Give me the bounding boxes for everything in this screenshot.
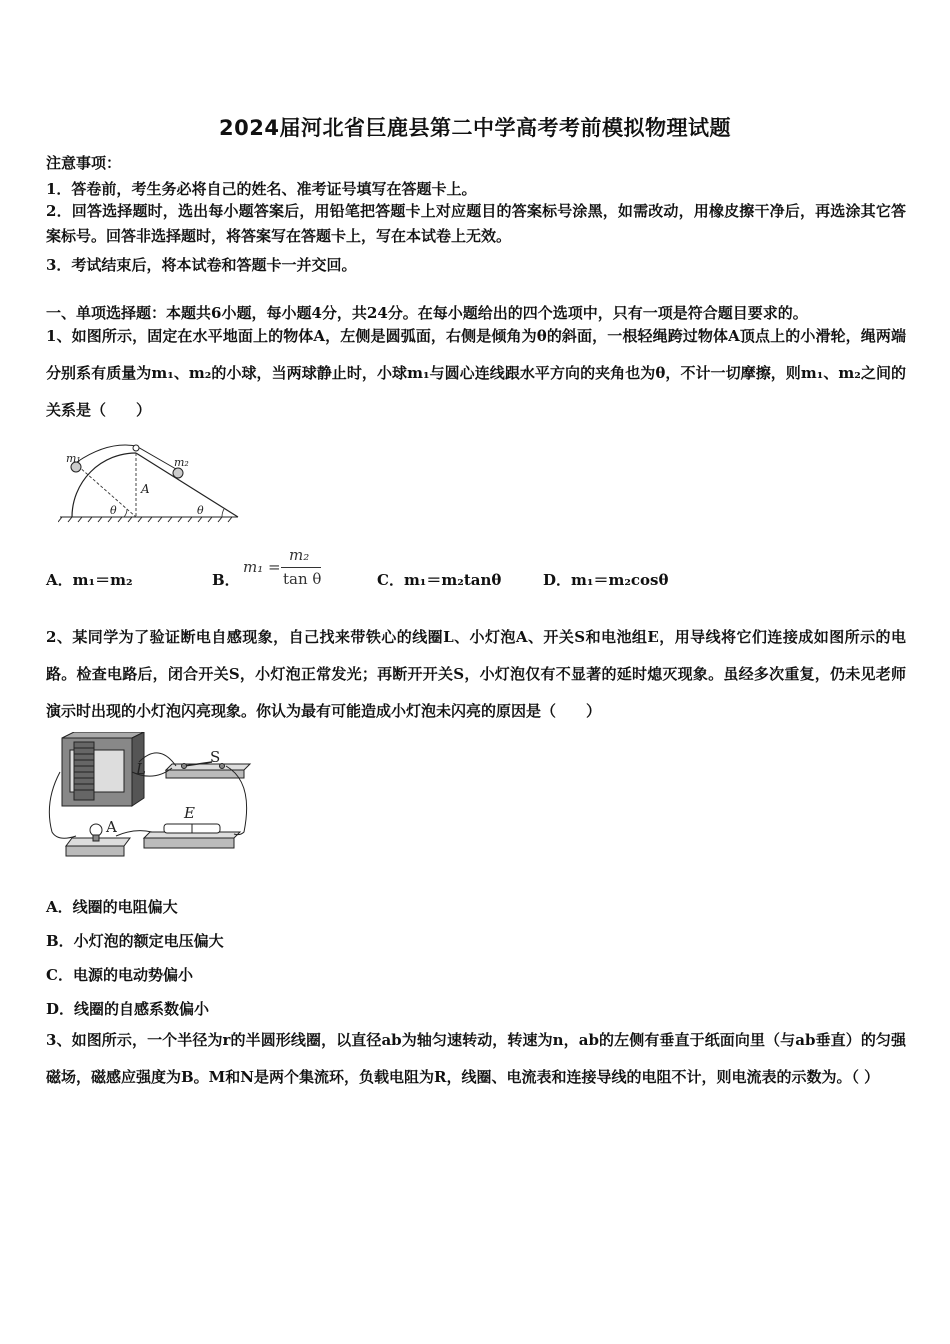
notice-item-1: 1．答卷前，考生务必将自己的姓名、准考证号填写在答题卡上。 — [46, 180, 477, 198]
label-m1: m₁ — [66, 452, 81, 465]
question-2-stem: 2、某同学为了验证断电自感现象，自己找来带铁心的线圈L、小灯泡A、开关S和电池组E，用导线将它们连接成如图所示的电路。检查电路后，闭合开关S，小灯泡正常发光；再断开开关S，小灯泡仅有不显著的延时熄灭现象。虽经多次重复，仍未见老师演示时出现的小灯泡闪亮现象。你认为最有可能造成小灯泡未闪亮的原因是（ ） — [46, 628, 906, 720]
fraction-bar — [281, 567, 321, 568]
label-A: A — [141, 482, 150, 496]
pulley — [133, 445, 139, 451]
angle-arc-right — [222, 509, 224, 517]
question-3-stem: 3、如图所示，一个半径为r的半圆形线圈，以直径ab为轴匀速转动，转速为n，ab的左侧有垂直于纸面向里（与ab垂直）的匀强磁场，磁感应强度为B。M和N是两个集流环，负载电阻为R，线圈、电流表和连接导线的电阻不计，则电流表的示数为。（ ） — [46, 1031, 906, 1086]
label-A-lamp: A — [106, 818, 117, 836]
label-theta-right: θ — [197, 504, 204, 517]
q2-option-c: C．电源的电动势偏小 — [46, 966, 193, 984]
q1-option-d: D．m₁＝m₂cosθ — [543, 571, 669, 589]
q2-option-b: B．小灯泡的额定电压偏大 — [46, 932, 224, 950]
coil-L — [62, 732, 144, 806]
q1-option-b-prefix: B． — [212, 571, 240, 589]
question-1-stem: 1、如图所示，固定在水平地面上的物体A，左侧是圆弧面，右侧是倾角为θ的斜面，一根轻绳跨过物体A顶点上的小滑轮，绳两端分别系有质量为m₁、m₂的小球，当两球静止时，小球m₁与圆心连线跟水平方向的夹角也为θ，不计一切摩擦，则m₁、m₂之间的关系是（ ） — [46, 327, 906, 419]
question-2-figure — [44, 732, 254, 862]
lamp-A — [66, 824, 130, 856]
question-1-figure — [58, 436, 244, 526]
formula-lhs: m₁ = — [243, 558, 281, 576]
q2-option-a: A．线圈的电阻偏大 — [46, 898, 178, 916]
rope — [77, 445, 176, 469]
notice-item-2: 2．回答选择题时，选出每小题答案后，用铅笔把答题卡上对应题目的答案标号涂黑，如需改动，用橡皮擦干净后，再选涂其它答案标号。回答非选择题时，将答案写在答题卡上，写在本试卷上无效。 — [46, 202, 906, 245]
notice-heading: 注意事项： — [46, 154, 122, 172]
angle-arc-left — [124, 509, 127, 517]
q1-option-c: C．m₁＝m₂tanθ — [377, 571, 502, 589]
q1-option-a: A．m₁＝m₂ — [46, 571, 133, 589]
page-title: 2024届河北省巨鹿县第二中学高考考前模拟物理试题 — [219, 116, 731, 140]
section-heading: 一、单项选择题：本题共6小题，每小题4分，共24分。在每小题给出的四个选项中，只有一项是符合题目要求的。 — [46, 304, 808, 322]
notice-item-3: 3．考试结束后，将本试卷和答题卡一并交回。 — [46, 256, 357, 274]
label-m2: m₂ — [174, 456, 189, 469]
label-L: L — [136, 760, 146, 778]
formula-denominator: tan θ — [283, 570, 322, 588]
label-theta-left: θ — [110, 504, 117, 517]
label-E: E — [184, 804, 195, 822]
q2-option-d: D．线圈的自感系数偏小 — [46, 1000, 210, 1018]
battery-E — [144, 824, 240, 848]
label-S: S — [210, 748, 221, 766]
ball-m2 — [173, 468, 183, 478]
object-A-outline — [72, 453, 238, 517]
formula-numerator: m₂ — [289, 546, 310, 564]
ground-hatching — [58, 517, 238, 522]
